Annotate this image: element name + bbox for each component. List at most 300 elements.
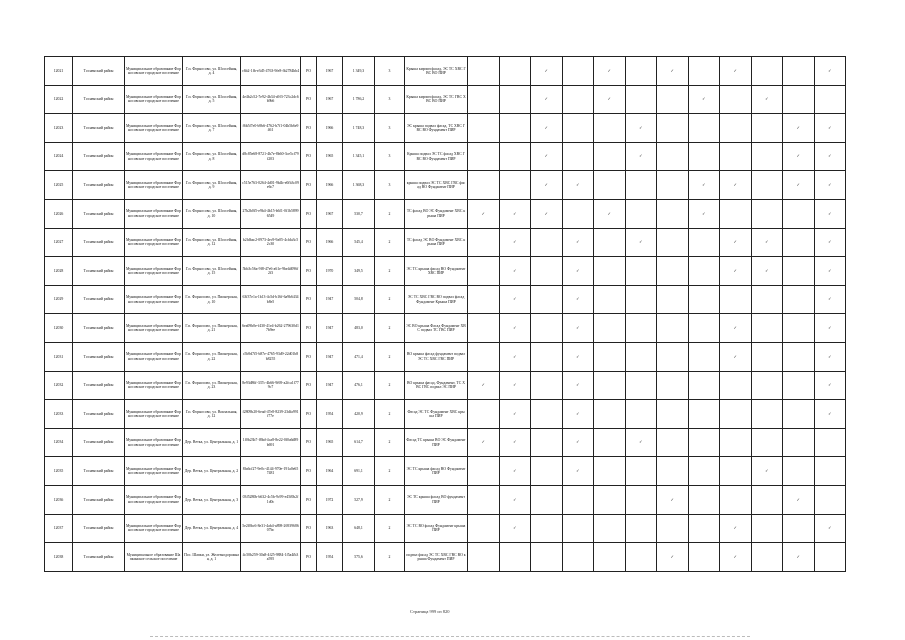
checkmark-icon: ✓: [814, 228, 846, 257]
work-cell-empty: [562, 199, 594, 228]
work-cell-empty: [625, 485, 657, 514]
work-cell-empty: [594, 428, 626, 457]
work-cell-empty: [625, 457, 657, 486]
cell-address: Г.п. Форносово, ул. Шоссейная, д. 15: [183, 257, 241, 286]
checkmark-icon: ✓: [783, 142, 815, 171]
cell-year: 1966: [317, 171, 343, 200]
cell-district: Tосненский район: [73, 142, 125, 171]
work-cell-empty: [625, 171, 657, 200]
cell-fias: 6ea09b0e-f430-41e4-b262-279630d17b9ee: [241, 314, 301, 343]
cell-year: 1967: [317, 199, 343, 228]
cell-floors: 2: [375, 257, 405, 286]
work-cell-empty: [468, 543, 500, 572]
work-cell-empty: [657, 171, 689, 200]
work-cell-empty: [499, 543, 531, 572]
work-cell-empty: [783, 57, 815, 86]
work-cell-empty: [468, 400, 500, 429]
cell-form: РО: [301, 171, 317, 200]
checkmark-icon: ✓: [499, 257, 531, 286]
cell-year: 1964: [317, 457, 343, 486]
checkmark-icon: ✓: [814, 514, 846, 543]
work-cell-empty: [814, 543, 846, 572]
cell-works: ЭС ТС крыша фасад ВО фундамент ПИР: [405, 485, 468, 514]
checkmark-icon: ✓: [814, 314, 846, 343]
cell-owner: Муниципальное образование Форносовское городское поселение: [125, 85, 183, 114]
cell-area: 530,7: [343, 199, 375, 228]
work-cell-empty: [814, 457, 846, 486]
cell-address: Г.п. Форносово, ул. Пионерская, д. 21: [183, 314, 241, 343]
cell-floors: 2: [375, 543, 405, 572]
checkmark-icon: ✓: [562, 457, 594, 486]
checkmark-icon: ✓: [531, 114, 563, 143]
table-row: [45, 199, 846, 228]
work-cell-empty: [531, 485, 563, 514]
work-cell-empty: [751, 314, 783, 343]
work-cell-empty: [562, 57, 594, 86]
work-cell-empty: [499, 85, 531, 114]
checkmark-icon: ✓: [751, 457, 783, 486]
cell-floors: 3: [375, 85, 405, 114]
checkmark-icon: ✓: [688, 199, 720, 228]
cell-area: 1 748,3: [343, 114, 375, 143]
table-row: [45, 257, 846, 286]
cell-district: Tосненский район: [73, 171, 125, 200]
checkmark-icon: ✓: [783, 485, 815, 514]
work-cell-empty: [499, 57, 531, 86]
cell-form: РО: [301, 85, 317, 114]
cell-owner: Муниципальное образование Форносовское городское поселение: [125, 485, 183, 514]
cell-address: Дер. Ветка, ул. Центральная, д. 4: [183, 514, 241, 543]
work-cell-empty: [751, 428, 783, 457]
cell-area: 476,1: [343, 371, 375, 400]
cell-district: Tосненский район: [73, 400, 125, 429]
work-cell-empty: [562, 114, 594, 143]
cell-id: 12034: [45, 428, 73, 457]
checkmark-icon: ✓: [720, 257, 752, 286]
work-cell-empty: [531, 543, 563, 572]
work-cell-empty: [499, 171, 531, 200]
cell-floors: 2: [375, 342, 405, 371]
work-cell-empty: [657, 85, 689, 114]
cell-form: РО: [301, 428, 317, 457]
checkmark-icon: ✓: [751, 228, 783, 257]
page-footer: Страница 999 из 820: [410, 609, 450, 614]
checkmark-icon: ✓: [562, 171, 594, 200]
cell-id: 12033: [45, 400, 73, 429]
cell-district: Tосненский район: [73, 371, 125, 400]
cell-id: 12031: [45, 342, 73, 371]
cell-district: Tосненский район: [73, 485, 125, 514]
work-cell-empty: [657, 514, 689, 543]
cell-form: РО: [301, 285, 317, 314]
cell-form: РО: [301, 228, 317, 257]
checkmark-icon: ✓: [499, 371, 531, 400]
work-cell-empty: [657, 257, 689, 286]
checkmark-icon: ✓: [814, 142, 846, 171]
cell-owner: Муниципальное образование Шапкинское сельское поселение: [125, 543, 183, 572]
cell-fias: 8e93d86f-337c-4b66-9f69-a2fca1f779c7: [241, 371, 301, 400]
work-cell-empty: [468, 228, 500, 257]
cell-id: 12029: [45, 285, 73, 314]
cell-form: РО: [301, 342, 317, 371]
work-cell-empty: [688, 257, 720, 286]
cell-district: Tосненский район: [73, 114, 125, 143]
checkmark-icon: ✓: [594, 57, 626, 86]
work-cell-empty: [594, 342, 626, 371]
cell-fias: 27b2b0f5-e9b4-4b15-b6f1-0f1b58996549: [241, 199, 301, 228]
work-cell-empty: [783, 228, 815, 257]
checkmark-icon: ✓: [499, 342, 531, 371]
checkmark-icon: ✓: [531, 57, 563, 86]
cell-year: 1966: [317, 114, 343, 143]
cell-works: ЭС ТС ВО фасад Фундамент крыша ПИР: [405, 514, 468, 543]
cell-id: 12030: [45, 314, 73, 343]
work-cell-empty: [594, 257, 626, 286]
work-cell-empty: [468, 142, 500, 171]
work-cell-empty: [720, 371, 752, 400]
checkmark-icon: ✓: [814, 285, 846, 314]
cell-owner: Муниципальное образование Форносовское городское поселение: [125, 257, 183, 286]
cell-owner: Муниципальное образование Форносовское городское поселение: [125, 142, 183, 171]
cell-owner: Муниципальное образование Форносовское городское поселение: [125, 400, 183, 429]
work-cell-empty: [625, 57, 657, 86]
cell-owner: Муниципальное образование Форносовское городское поселение: [125, 171, 183, 200]
work-cell-empty: [720, 400, 752, 429]
cell-id: 12036: [45, 485, 73, 514]
work-cell-empty: [688, 285, 720, 314]
work-cell-empty: [594, 514, 626, 543]
checkmark-icon: ✓: [720, 57, 752, 86]
work-cell-empty: [657, 342, 689, 371]
work-cell-empty: [594, 371, 626, 400]
table-row: [45, 142, 846, 171]
cell-area: 1 786,2: [343, 85, 375, 114]
work-cell-empty: [751, 485, 783, 514]
work-cell-empty: [783, 285, 815, 314]
cell-floors: 2: [375, 485, 405, 514]
checkmark-icon: ✓: [562, 228, 594, 257]
cell-floors: 3: [375, 57, 405, 86]
work-cell-empty: [751, 114, 783, 143]
checkmark-icon: ✓: [499, 514, 531, 543]
cell-id: 12038: [45, 543, 73, 572]
work-cell-empty: [751, 57, 783, 86]
cell-works: Крыша подвал ЭС ТС фасад ХВС ГВС ВО Фундамент ПИР: [405, 142, 468, 171]
cell-fias: f2809b20-6ead-47e8-8239-23dfa991f77e: [241, 400, 301, 429]
table-row: [45, 85, 846, 114]
work-cell-empty: [468, 257, 500, 286]
work-cell-empty: [625, 371, 657, 400]
work-cell-empty: [625, 543, 657, 572]
checkmark-icon: ✓: [499, 485, 531, 514]
cell-floors: 3: [375, 171, 405, 200]
cell-floors: 2: [375, 514, 405, 543]
cell-form: РО: [301, 199, 317, 228]
work-cell-empty: [657, 314, 689, 343]
work-cell-empty: [468, 342, 500, 371]
work-cell-empty: [594, 457, 626, 486]
cell-district: Tосненский район: [73, 314, 125, 343]
work-cell-empty: [625, 199, 657, 228]
checkmark-icon: ✓: [594, 85, 626, 114]
cell-floors: 3: [375, 114, 405, 143]
work-cell-empty: [783, 85, 815, 114]
work-cell-empty: [688, 342, 720, 371]
cell-fias: d8c85e68-8721-4b7e-8b60-3ce5cf79f203: [241, 142, 301, 171]
work-cell-empty: [720, 457, 752, 486]
work-cell-empty: [751, 285, 783, 314]
work-cell-empty: [688, 371, 720, 400]
work-cell-empty: [783, 400, 815, 429]
cell-owner: Муниципальное образование Форносовское городское поселение: [125, 371, 183, 400]
work-cell-empty: [783, 371, 815, 400]
cell-works: ЭС ВО крыша Фасад Фундамент ХВС подвал ТС ГВС ПИР: [405, 314, 468, 343]
work-cell-empty: [720, 428, 752, 457]
cell-area: 1 349,3: [343, 57, 375, 86]
checkmark-icon: ✓: [531, 85, 563, 114]
cell-address: Г.п. Форносово, ул. Пионерская, д. 23: [183, 371, 241, 400]
checkmark-icon: ✓: [499, 428, 531, 457]
table-row: [45, 485, 846, 514]
cell-owner: Муниципальное образование Форносовское городское поселение: [125, 228, 183, 257]
checkmark-icon: ✓: [531, 199, 563, 228]
cell-address: Г.п. Форносово, ул. Шоссейная, д. 8: [183, 142, 241, 171]
work-cell-empty: [751, 171, 783, 200]
work-cell-empty: [814, 428, 846, 457]
work-cell-empty: [751, 514, 783, 543]
work-cell-empty: [688, 314, 720, 343]
cell-year: 1954: [317, 400, 343, 429]
cell-id: 12024: [45, 142, 73, 171]
work-cell-empty: [468, 457, 500, 486]
checkmark-icon: ✓: [562, 371, 594, 400]
cell-address: Пос. Шапки, ул. Железнодорожная, д. 1: [183, 543, 241, 572]
work-cell-empty: [468, 57, 500, 86]
checkmark-icon: ✓: [720, 543, 752, 572]
work-cell-empty: [594, 114, 626, 143]
work-cell-empty: [783, 257, 815, 286]
work-cell-empty: [783, 457, 815, 486]
page-edge-divider: [150, 636, 750, 638]
checkmark-icon: ✓: [657, 57, 689, 86]
work-cell-empty: [499, 142, 531, 171]
cell-form: РО: [301, 514, 317, 543]
cell-address: Дер. Ветка, ул. Центральная, д. 3: [183, 485, 241, 514]
cell-district: Tосненский район: [73, 228, 125, 257]
cell-district: Tосненский район: [73, 457, 125, 486]
cell-owner: Муниципальное образование Форносовское городское поселение: [125, 314, 183, 343]
work-cell-empty: [499, 114, 531, 143]
cell-floors: 2: [375, 400, 405, 429]
cell-area: 1 345,1: [343, 142, 375, 171]
checkmark-icon: ✓: [468, 371, 500, 400]
cell-area: 471,4: [343, 342, 375, 371]
checkmark-icon: ✓: [499, 457, 531, 486]
work-cell-empty: [783, 199, 815, 228]
cell-form: РО: [301, 57, 317, 86]
cell-fias: c515e763-0264-4d01-9b4b-e0fb3c09e6c7: [241, 171, 301, 200]
checkmark-icon: ✓: [594, 199, 626, 228]
cell-works: ЭС ТС крыша фасад ВО Фундамент ХВС ПИР: [405, 257, 468, 286]
work-cell-empty: [562, 514, 594, 543]
checkmark-icon: ✓: [468, 428, 500, 457]
work-cell-empty: [688, 543, 720, 572]
work-cell-empty: [468, 285, 500, 314]
work-cell-empty: [720, 485, 752, 514]
table-row: [45, 285, 846, 314]
cell-owner: Муниципальное образование Форносовское городское поселение: [125, 457, 183, 486]
work-cell-empty: [468, 85, 500, 114]
cell-fias: 5bb3c56a-9f8-47e6-a61e-9be4d096f2f3: [241, 257, 301, 286]
cell-area: 1 368,3: [343, 171, 375, 200]
cell-address: Г.п. Форносово, ул. Пионерская, д. 10: [183, 285, 241, 314]
cell-area: 691,1: [343, 457, 375, 486]
work-cell-empty: [657, 428, 689, 457]
table-row: [45, 371, 846, 400]
checkmark-icon: ✓: [814, 342, 846, 371]
table-body: [45, 57, 846, 572]
cell-fias: c6b2-1fb-e3d5-4763-9fe8-fb2784bb4: [241, 57, 301, 86]
work-cell-empty: [531, 428, 563, 457]
checkmark-icon: ✓: [720, 514, 752, 543]
cell-works: Фасад ТС крыша ВО ЭС Фундамент ПИР: [405, 428, 468, 457]
cell-works: ЭС ТС ХВС ГВС ВО подвал фасад Фундамент Крыша ПИР: [405, 285, 468, 314]
cell-area: 527,9: [343, 485, 375, 514]
cell-year: 1947: [317, 371, 343, 400]
checkmark-icon: ✓: [531, 171, 563, 200]
checkmark-icon: ✓: [720, 342, 752, 371]
cell-owner: Муниципальное образование Форносовское городское поселение: [125, 514, 183, 543]
cell-works: Фасад ЭС ТС Фундамент ХВС крыша ПИР: [405, 400, 468, 429]
work-cell-empty: [783, 514, 815, 543]
work-cell-empty: [688, 514, 720, 543]
work-cell-empty: [625, 342, 657, 371]
work-cell-empty: [531, 371, 563, 400]
checkmark-icon: ✓: [468, 199, 500, 228]
work-cell-empty: [720, 142, 752, 171]
work-cell-empty: [657, 142, 689, 171]
work-cell-empty: [594, 543, 626, 572]
checkmark-icon: ✓: [814, 199, 846, 228]
checkmark-icon: ✓: [625, 142, 657, 171]
cell-district: Tосненский район: [73, 85, 125, 114]
work-cell-empty: [594, 400, 626, 429]
work-cell-empty: [594, 142, 626, 171]
cell-floors: 2: [375, 428, 405, 457]
table-row: [45, 57, 846, 86]
checkmark-icon: ✓: [562, 400, 594, 429]
work-cell-empty: [594, 228, 626, 257]
work-cell-empty: [688, 57, 720, 86]
cell-floors: 2: [375, 457, 405, 486]
cell-address: Г.п. Форносово, ул. Шоссейная, д. 4: [183, 57, 241, 86]
cell-owner: Муниципальное образование Форносовское городское поселение: [125, 114, 183, 143]
work-cell-empty: [625, 400, 657, 429]
checkmark-icon: ✓: [657, 485, 689, 514]
checkmark-icon: ✓: [751, 85, 783, 114]
work-cell-empty: [562, 142, 594, 171]
cell-year: 1966: [317, 228, 343, 257]
work-cell-empty: [594, 485, 626, 514]
cell-district: Tосненский район: [73, 543, 125, 572]
work-cell-empty: [562, 85, 594, 114]
checkmark-icon: ✓: [783, 171, 815, 200]
work-cell-empty: [468, 485, 500, 514]
work-cell-empty: [657, 371, 689, 400]
cell-floors: 2: [375, 285, 405, 314]
cell-year: 1965: [317, 428, 343, 457]
work-cell-empty: [814, 85, 846, 114]
cell-district: Tосненский район: [73, 342, 125, 371]
cell-fias: 1f0b23b7-f8bd-4ca8-8e22-0f0a6d89b691: [241, 428, 301, 457]
cell-fias: 5e2f0bc6-8e31-4ab4-a898-2693968607bc: [241, 514, 301, 543]
checkmark-icon: ✓: [562, 257, 594, 286]
checkmark-icon: ✓: [562, 285, 594, 314]
cell-works: подвал фасад ЭС ТС ХВС ГВС ВО крыша Фундамент ПИР: [405, 543, 468, 572]
cell-fias: 4c50b259-30a8-4f25-9884-1f5a4fb3a595: [241, 543, 301, 572]
cell-form: РО: [301, 314, 317, 343]
cell-form: РО: [301, 543, 317, 572]
cell-fias: c5b9d7f5-b87e-4765-93d9-22d01b8b8255: [241, 342, 301, 371]
checkmark-icon: ✓: [625, 114, 657, 143]
work-cell-empty: [688, 142, 720, 171]
checkmark-icon: ✓: [562, 428, 594, 457]
cell-works: ЭС ТС крыша фасад ВО Фундамент ПИР: [405, 457, 468, 486]
cell-district: Tосненский район: [73, 257, 125, 286]
cell-year: 1963: [317, 514, 343, 543]
checkmark-icon: ✓: [562, 314, 594, 343]
work-cell-empty: [688, 228, 720, 257]
cell-area: 504,8: [343, 285, 375, 314]
cell-district: Tосненский район: [73, 285, 125, 314]
cell-floors: 3: [375, 142, 405, 171]
checkmark-icon: ✓: [657, 543, 689, 572]
cell-form: РО: [301, 142, 317, 171]
cell-fias: f6b5f7e0-b9b6-4762-b7f1-04b5b6e9461: [241, 114, 301, 143]
cell-form: РО: [301, 485, 317, 514]
cell-works: Крыша кирпич фасад, ЭС ТС ХВС ГВС ВО ПИР: [405, 57, 468, 86]
checkmark-icon: ✓: [720, 171, 752, 200]
work-cell-empty: [720, 114, 752, 143]
checkmark-icon: ✓: [531, 142, 563, 171]
checkmark-icon: ✓: [814, 257, 846, 286]
cell-form: РО: [301, 457, 317, 486]
cell-year: 1947: [317, 314, 343, 343]
work-cell-empty: [594, 285, 626, 314]
work-cell-empty: [562, 543, 594, 572]
cell-owner: Муниципальное образование Форносовское городское поселение: [125, 428, 183, 457]
cell-fias: 4e4b2c52-7e92-4b34-a9f3-723c2dc6b9b6: [241, 85, 301, 114]
cell-address: Г.п. Форносово, ул. Шоссейная, д. 12: [183, 228, 241, 257]
cell-id: 12035: [45, 457, 73, 486]
cell-form: РО: [301, 114, 317, 143]
work-cell-empty: [657, 285, 689, 314]
work-cell-empty: [625, 285, 657, 314]
work-cell-empty: [657, 199, 689, 228]
work-cell-empty: [594, 314, 626, 343]
table-row: [45, 428, 846, 457]
buildings-table: [44, 56, 846, 572]
work-cell-empty: [688, 485, 720, 514]
work-cell-empty: [720, 85, 752, 114]
cell-form: РО: [301, 371, 317, 400]
checkmark-icon: ✓: [783, 543, 815, 572]
work-cell-empty: [531, 457, 563, 486]
work-cell-empty: [751, 342, 783, 371]
cell-year: 1954: [317, 543, 343, 572]
cell-floors: 2: [375, 371, 405, 400]
checkmark-icon: ✓: [814, 371, 846, 400]
